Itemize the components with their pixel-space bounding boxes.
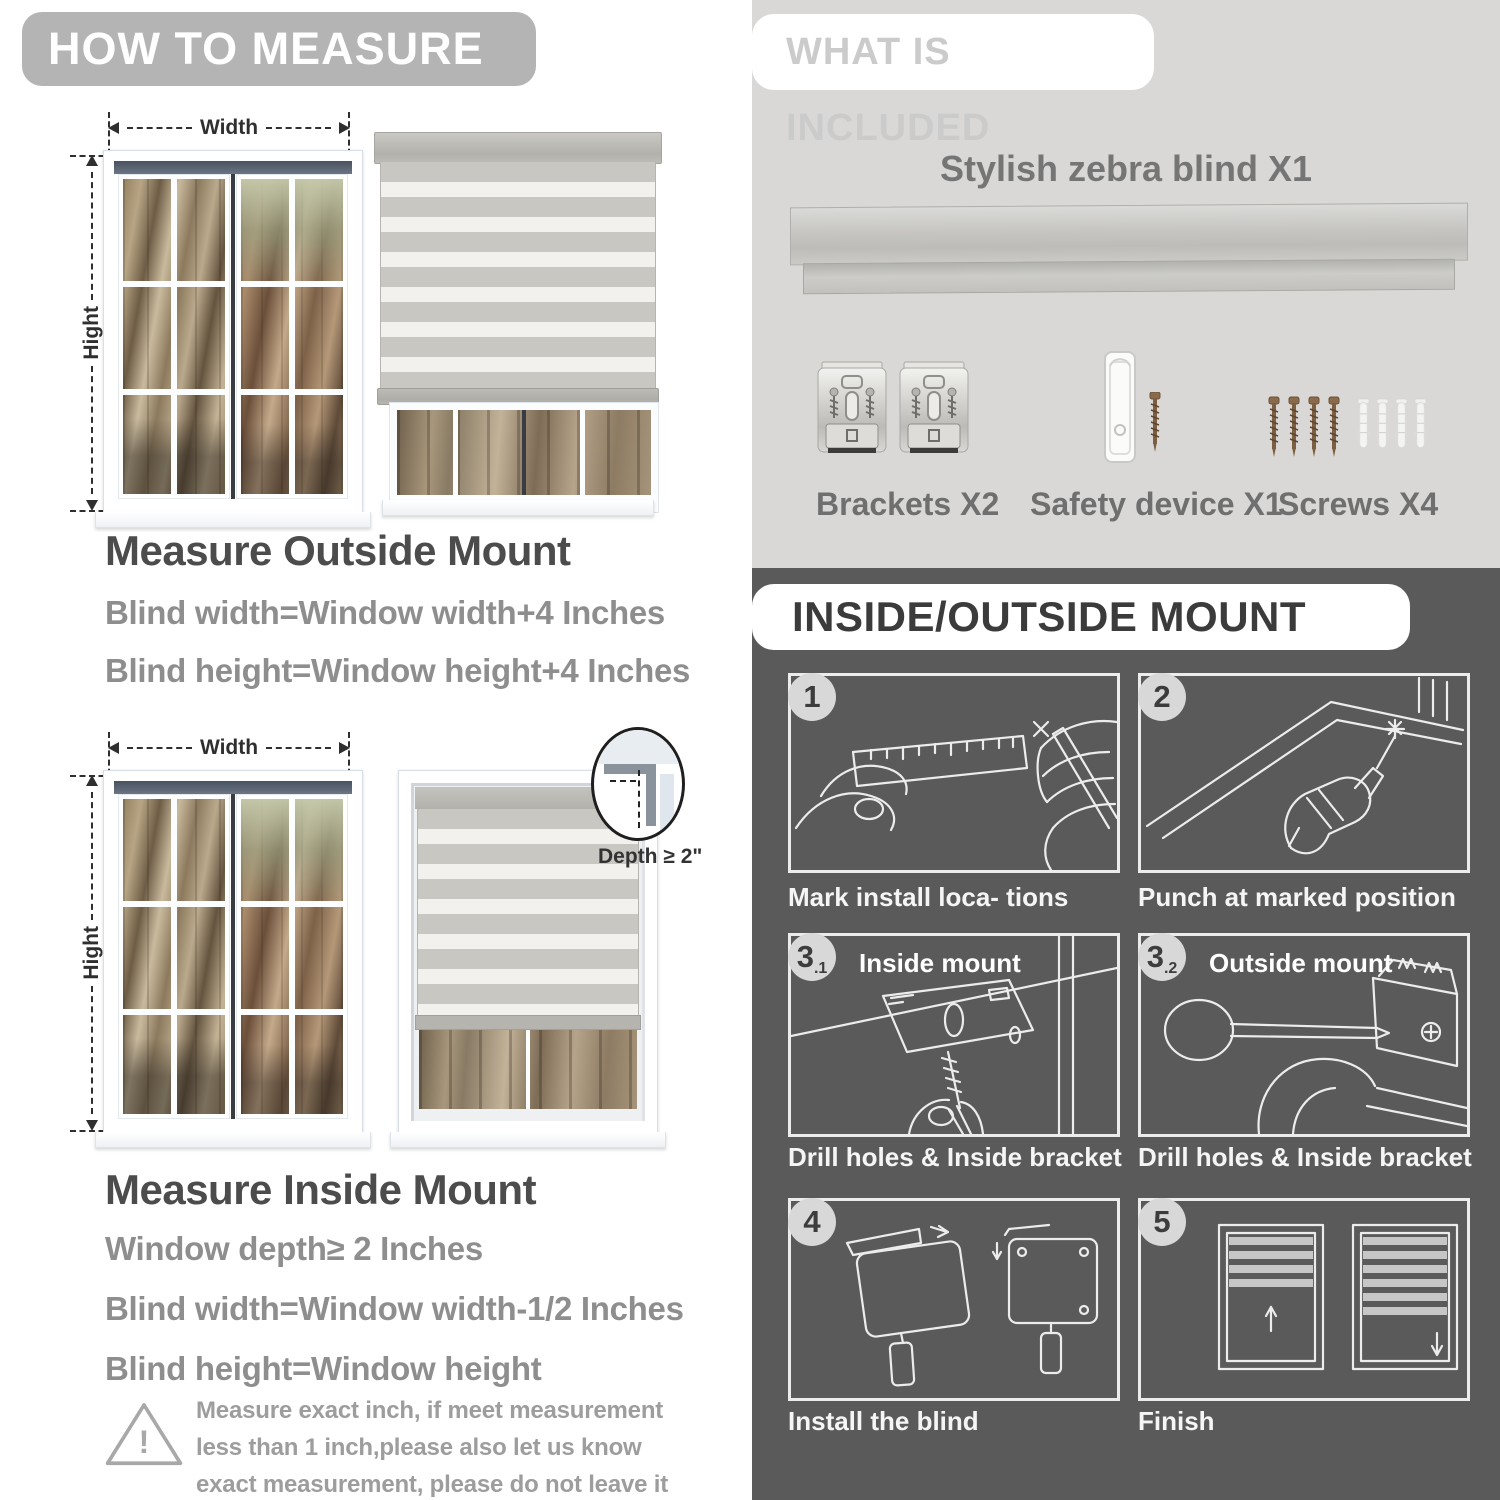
window-casement <box>236 794 348 1119</box>
how-to-measure-header: HOW TO MEASURE <box>22 12 536 86</box>
height-dimension-arrow <box>80 775 104 1131</box>
window-head-jamb <box>114 161 352 174</box>
step-panel-3-2 <box>1138 933 1470 1137</box>
blind-headrail-product <box>790 203 1468 266</box>
step-badge: $3_{.1}$ <box>788 933 836 981</box>
window-casement <box>236 174 348 499</box>
step-caption-2: Punch at marked position <box>1138 882 1456 912</box>
window-recess <box>411 783 645 1121</box>
height-label: Hight <box>80 306 103 360</box>
product-label: Stylish zebra blind X1 <box>939 148 1313 189</box>
width-label: Width <box>199 116 259 139</box>
window-bottom-under-blind <box>390 403 658 512</box>
step-caption-5: Finish <box>1138 1406 1215 1436</box>
zebra-blind-stripes <box>417 809 639 1015</box>
inside-mount-line2: Blind width=Window width-1/2 Inches <box>105 1290 684 1327</box>
step-caption-3-1: Drill holes & Inside bracket <box>788 1142 1122 1172</box>
height-label: Hight <box>80 926 103 980</box>
step-panel-5 <box>1138 1198 1470 1401</box>
step-panel-4 <box>788 1198 1120 1401</box>
width-dimension-arrow <box>108 736 350 760</box>
inside-outside-mount-header: INSIDE/OUTSIDE MOUNT <box>752 584 1410 650</box>
window-sill <box>95 512 371 528</box>
zebra-blind-stripes <box>380 162 656 388</box>
blind-headrail <box>374 132 662 164</box>
outside-mount-line1: Blind width=Window width+4 Inches <box>105 594 665 631</box>
step-panel-1 <box>788 673 1120 873</box>
window-sill <box>95 1132 371 1148</box>
blind-bottom-rail <box>415 1015 641 1030</box>
safety-screw-image <box>1146 392 1164 452</box>
safety-device-image <box>1102 350 1138 464</box>
outside-mount-title: Measure Outside Mount <box>105 527 571 574</box>
width-dimension-arrow <box>108 116 350 140</box>
what-is-included-header: WHAT IS INCLUDED <box>752 14 1154 90</box>
inside-mount-title: Measure Inside Mount <box>105 1166 537 1213</box>
blind-valance-product <box>803 259 1455 295</box>
window-muntin <box>526 1030 530 1109</box>
step-badge: 4 <box>788 1198 836 1246</box>
window-center-divider <box>231 174 235 499</box>
bracket-image <box>816 360 888 460</box>
step-caption-1: Mark install loca- tions <box>788 882 1069 912</box>
window-center-divider <box>231 794 235 1119</box>
step-title: Outside mount <box>1209 948 1393 978</box>
width-label: Width <box>199 736 259 759</box>
screws-and-anchors-image <box>1266 396 1428 458</box>
step-caption-4: Install the blind <box>788 1406 979 1436</box>
warning-triangle-icon <box>103 1398 185 1472</box>
safety-device-caption: Safety device X1 <box>1030 486 1283 522</box>
window-illustration-outside <box>103 150 363 514</box>
window-sill <box>382 500 654 516</box>
depth-detail-magnifier <box>591 727 685 841</box>
step-title: Inside mount <box>859 948 1021 978</box>
window-casement <box>118 794 230 1119</box>
brackets-caption: Brackets X2 <box>816 486 1000 522</box>
step-badge: 1 <box>788 673 836 721</box>
exclamation-glyph: ! <box>138 1424 150 1460</box>
screws-caption: Screws X4 <box>1278 486 1439 522</box>
bracket-image <box>898 360 970 460</box>
inside-mount-line1: Window depth≥ 2 Inches <box>105 1230 483 1267</box>
step-caption-3-2: Drill holes & Inside bracket <box>1138 1142 1472 1172</box>
window-head-jamb <box>114 781 352 794</box>
inside-mount-line3: Blind height=Window height <box>105 1350 542 1387</box>
step-badge: 5 <box>1138 1198 1186 1246</box>
window-illustration-inside <box>103 770 363 1134</box>
depth-requirement-label: Depth ≥ 2" <box>598 845 703 868</box>
window-sill <box>390 1132 666 1148</box>
step-panel-2 <box>1138 673 1470 873</box>
step-panel-3-1 <box>788 933 1120 1137</box>
height-dimension-arrow <box>80 155 104 511</box>
outside-mount-line2: Blind height=Window height+4 Inches <box>105 652 691 689</box>
step-badge: $3_{.2}$ <box>1138 933 1186 981</box>
step-badge: 2 <box>1138 673 1186 721</box>
window-casement <box>118 174 230 499</box>
warning-text: Measure exact inch, if meet measurement less than 1 inch,please also let us know exact measurement, please do not leave it <box>196 1397 668 1499</box>
